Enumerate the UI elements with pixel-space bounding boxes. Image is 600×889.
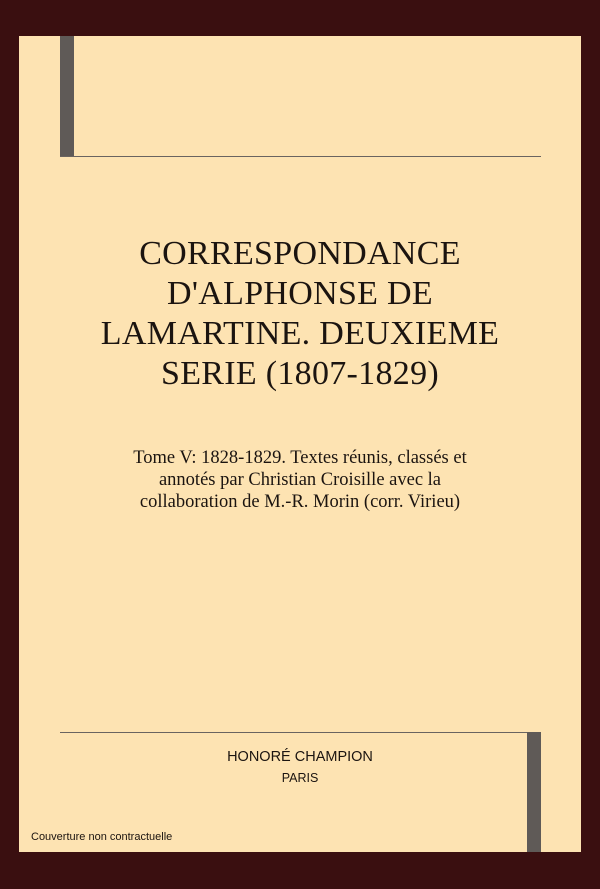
publisher-name: HONORÉ CHAMPION	[227, 749, 373, 765]
book-title: CORRESPONDANCE D'ALPHONSE DE LAMARTINE. DEUXIEME SERIE (1807-1829)	[100, 235, 500, 392]
cover-disclaimer: Couverture non contractuelle	[31, 831, 173, 843]
book-cover	[19, 36, 581, 852]
top-accent-bar	[60, 36, 74, 156]
book-subtitle: Tome V: 1828-1829. Textes réunis, classés et annotés par Christian Croisille avec la collaboration de M.-R. Morin (corr. Virieu)	[133, 448, 467, 512]
bottom-accent-bar	[527, 732, 541, 852]
publisher-city: PARIS	[281, 771, 319, 785]
top-divider	[60, 156, 541, 157]
bottom-divider	[60, 732, 541, 733]
